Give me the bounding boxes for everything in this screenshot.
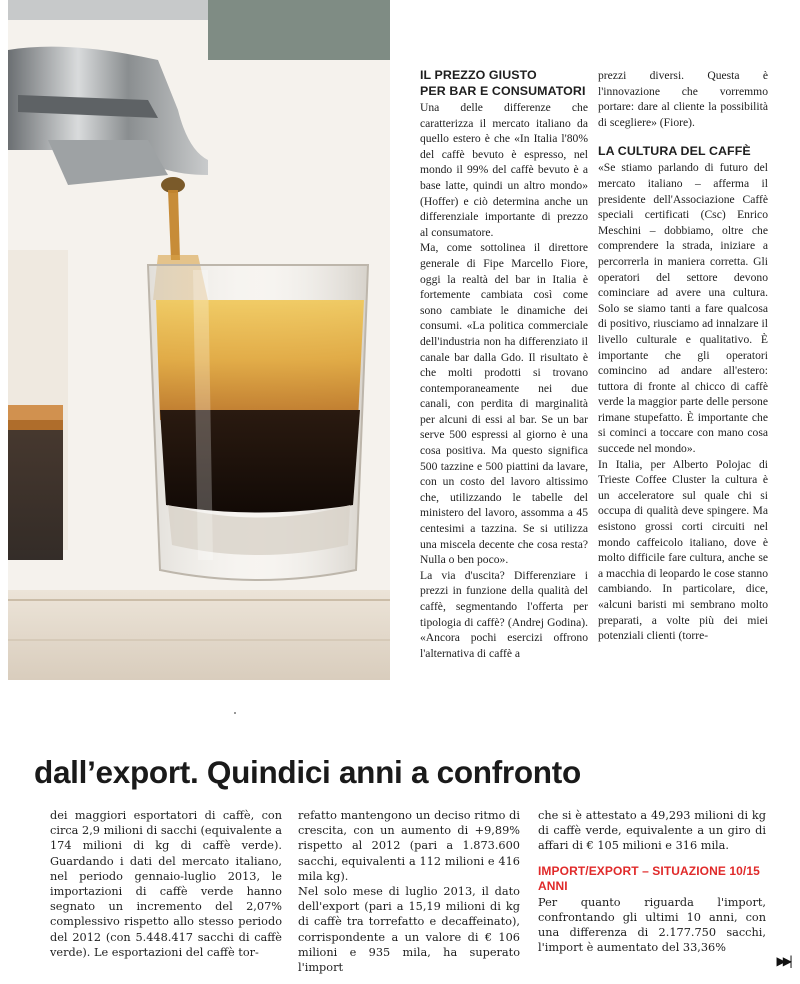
bottom-column-3 xyxy=(538,808,766,955)
paragraph: prezzi diversi. Questa è l'innovazione che vorremmo portare: dare al cliente la possibilità di scegliere» (Fiore). xyxy=(598,69,768,129)
section-heading-cultura: LA CULTURA DEL CAFFÈ xyxy=(598,144,751,159)
bottom-column-2 xyxy=(298,808,520,975)
paragraph: «Se stiamo parlando di futuro del mercato italiano – afferma il presidente dell'Associazione Caffè speciali certificati (Csc) Enrico Meschini – dobbiamo, oltre che comprendere la strada, iniziare a percorrerla in maniera corretta. Gli operatori del settore devono cominciare ad avere una cultura. Solo se siamo tanti a fare qualcosa di positivo, riusciamo ad innalzare il livello culturale e qualitativo. È importante che gli operatori comincino ad andare all'estero: tuttora di fronte al chicco di caffè verde la maggior parte delle persone rimane stupefatto. È importante che si cominci a toccare con mano cosa succede nel mondo». xyxy=(598,161,768,456)
next-page-arrows-icon[interactable]: ▶▶| xyxy=(776,954,790,968)
article-column-1 xyxy=(420,68,588,661)
espresso-photo xyxy=(8,0,390,680)
print-speck xyxy=(234,712,236,714)
paragraph: Ma, come sottolinea il direttore generale di Fipe Marcello Fiore, oggi la realtà del bar in Italia è fortemente cambiata così come sono cambiate le dinamiche dei consumi. «La politica commerciale dell'industria non ha differenziato il canale bar dalla Gdo. Il risultato è che molti prodotti si trovano contemporaneamente nei due canali, con perdita di marginalità per alcuni di essi al bar. Se un bar serve 500 espressi al giorno è una cosa positiva. Ma questo significa 500 tazzine e 500 piattini da lavare, con un costo del lavoro altissimo che, utilizzando le tabelle del ministero del lavoro, assomma a 45 centesimi a tazzina. Se si utilizza una miscela decente che cosa resta? Nulla o ben poco». xyxy=(420,241,588,567)
article-column-2 xyxy=(598,68,768,644)
paragraph: che si è attestato a 49,293 milioni di kg di caffè verde, equivalente a un giro di affari di € 105 milioni e 316 mila. xyxy=(538,809,766,853)
section-heading-prezzo-line-2: PER BAR E CONSUMATORI xyxy=(420,84,586,98)
bottom-column-1 xyxy=(50,808,282,960)
paragraph: Nel solo mese di luglio 2013, il dato dell'export (pari a 15,19 milioni di kg di caffè tra torrefatto e decaffeinato), corrispondente a un valore di € 106 milioni e 935 mila, ha superato l'import xyxy=(298,885,520,975)
section-heading-prezzo-line-1: IL PREZZO GIUSTO xyxy=(420,68,537,82)
paragraph: refatto mantengono un deciso ritmo di crescita, con un aumento di +9,89% rispetto al 2012 (pari a 1.873.600 sacchi, equivalenti a 112 milioni e 416 mila kg). xyxy=(298,809,520,883)
paragraph: La via d'uscita? Differenziare i prezzi in funzione della qualità del caffè, segmentando l'offerta per tipologia di caffè? (Andrej Godina). «Ancora pochi esercizi offrono l'alternativa di caffè a xyxy=(420,568,588,660)
section-heading-import-export: IMPORT/EXPORT – SITUAZIONE 10/15 ANNI xyxy=(538,863,760,893)
espresso-illustration xyxy=(8,0,390,680)
paragraph: dei maggiori esportatori di caffè, con circa 2,9 milioni di sacchi (equivalente a 174 milioni di kg di caffè verde). Guardando i dati del mercato italiano, nel periodo gennaio-luglio 2013, le importazioni di caffè verde hanno segnato un incremento del 2,07% complessivo rispetto allo stesso periodo del 2012 (con 5.448.417 sacchi di caffè verde). Le esportazioni del caffè tor- xyxy=(50,809,282,959)
paragraph: Una delle differenze che caratterizza il mercato italiano da quello estero è che «In Italia l'80% del caffè bevuto è espresso, nel mondo il 99% del caffè bevuto è a base latte, quindi un altro mondo» (Hoffer) e ciò determina anche un differenziale importante di prezzo al consumatore. xyxy=(420,101,588,239)
paragraph: Per quanto riguarda l'import, confrontando gli ultimi 10 anni, con una differenza di 2.177.750 sacchi, l'import è aumentato del 33,36% xyxy=(538,895,766,955)
banner-title: dall’export. Quindici anni a confronto xyxy=(34,754,581,790)
paragraph: In Italia, per Alberto Polojac di Trieste Coffee Cluster la cultura è un acceleratore sul quale chi si occupa di qualità deve spingere. Ma esistono grossi corti circuiti nel mondo caffeicolo italiano, dove è molto difficile fare cultura, anche se a macchia di leopardo le cose stanno cambiando. In particolare, dice, «alcuni baristi mi sembrano molto preparati, a volte più dei miei potenziali clienti (torre- xyxy=(598,457,768,643)
